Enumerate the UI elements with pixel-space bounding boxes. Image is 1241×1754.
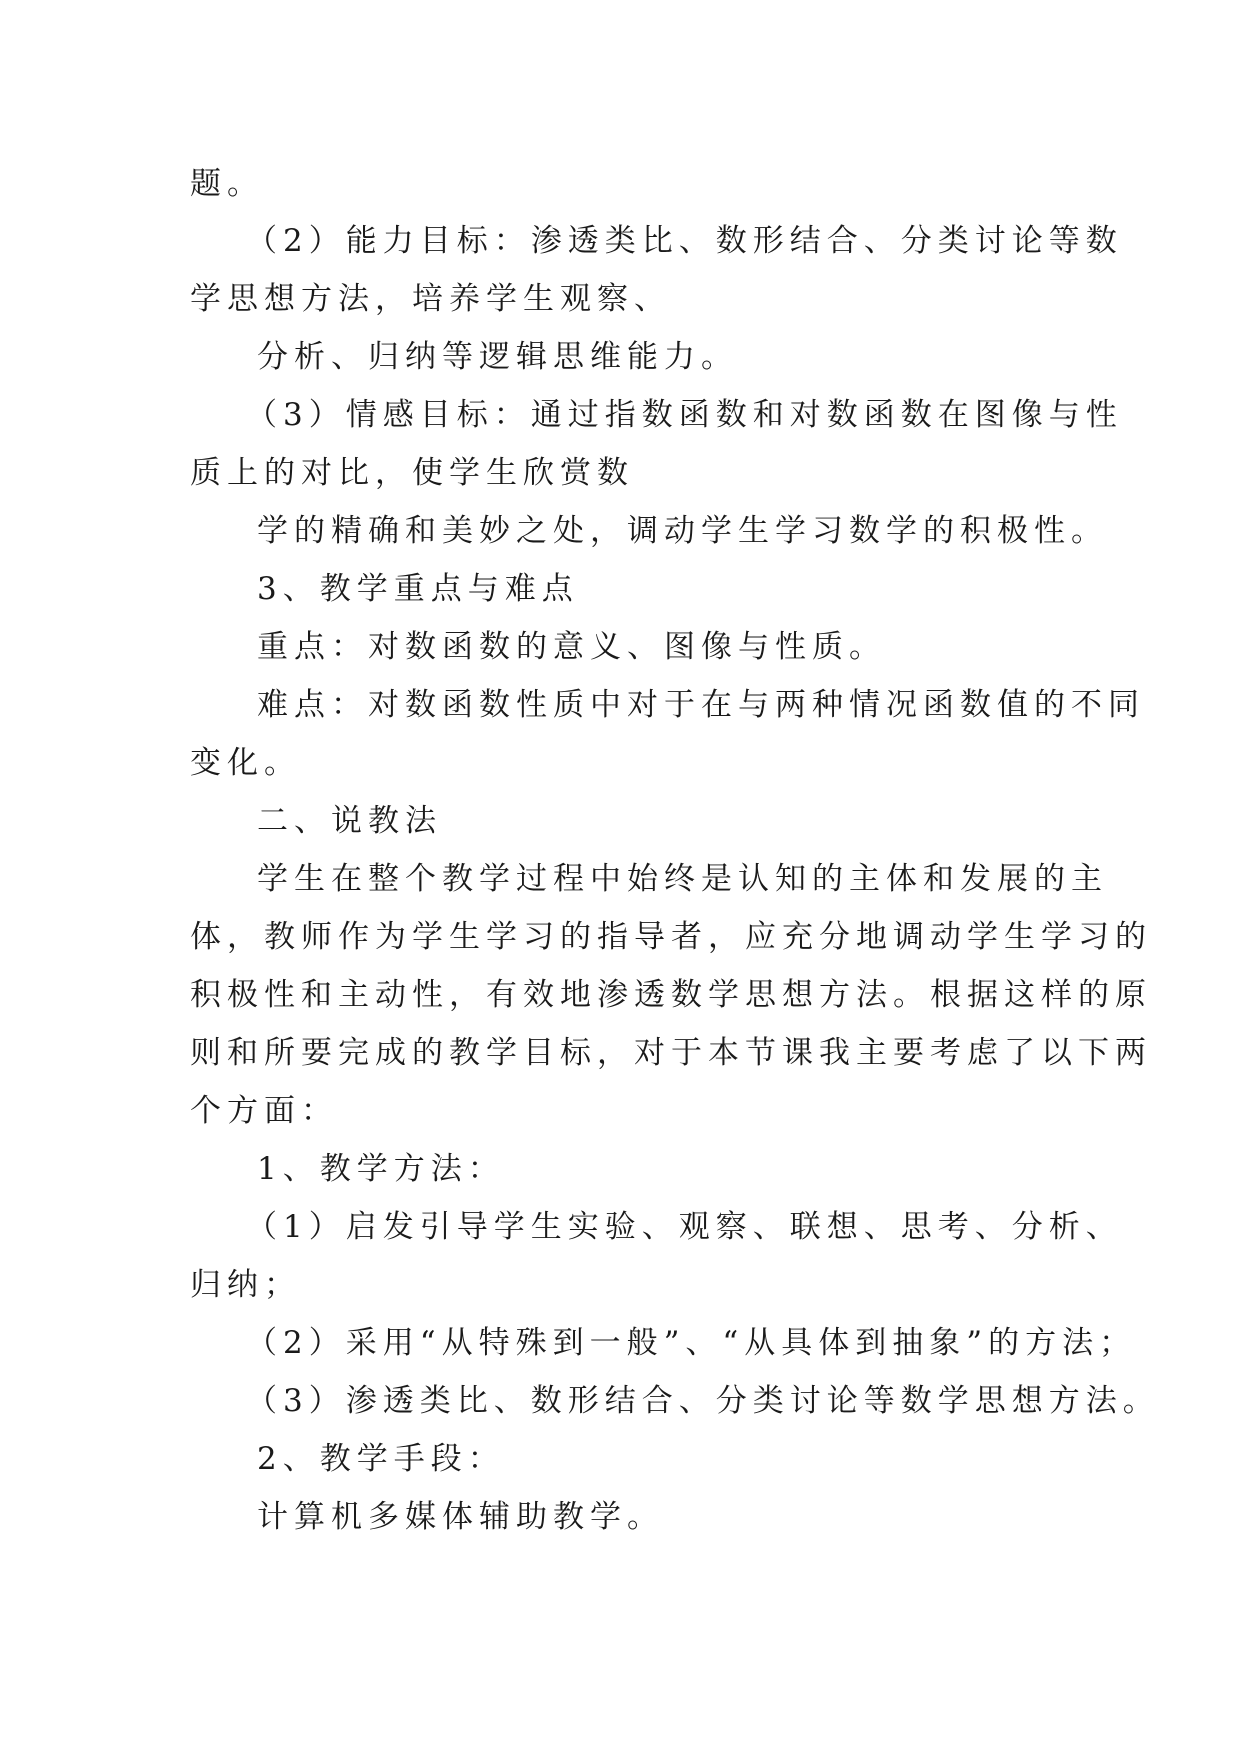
paragraph-line: 归纳；	[190, 1267, 301, 1303]
section-heading: 1、教学方法：	[257, 1151, 505, 1187]
list-item: （1）启发引导学生实验、观察、联想、思考、分析、	[246, 1209, 1123, 1245]
paragraph-line: 计算机多媒体辅助教学。	[257, 1499, 664, 1535]
section-heading: 3、教学重点与难点	[257, 571, 579, 607]
paragraph-line: 积极性和主动性，有效地渗透数学思想方法。根据这样的原	[190, 977, 1152, 1013]
paragraph-line: 学思想方法，培养学生观察、	[190, 281, 671, 317]
paragraph-line: 质上的对比，使学生欣赏数	[190, 455, 634, 491]
paragraph-line: 学生在整个教学过程中始终是认知的主体和发展的主	[257, 861, 1108, 897]
paragraph-line: 分析、归纳等逻辑思维能力。	[257, 339, 738, 375]
paragraph-line: （3）情感目标：通过指数函数和对数函数在图像与性	[246, 397, 1123, 433]
paragraph-line: 则和所要完成的教学目标，对于本节课我主要考虑了以下两	[190, 1035, 1152, 1071]
section-heading: 二、说教法	[257, 803, 442, 839]
list-item: （3）渗透类比、数形结合、分类讨论等数学思想方法。	[246, 1383, 1160, 1419]
paragraph-line: （2）能力目标：渗透类比、数形结合、分类讨论等数	[246, 223, 1123, 259]
paragraph-line: 个方面：	[190, 1093, 338, 1129]
paragraph-line: 学的精确和美妙之处，调动学生学习数学的积极性。	[257, 513, 1108, 549]
paragraph-line: 变化。	[190, 745, 301, 781]
section-heading: 2、教学手段：	[257, 1441, 505, 1477]
paragraph-line: 体，教师作为学生学习的指导者，应充分地调动学生学习的	[190, 919, 1152, 955]
list-item: （2）采用“从特殊到一般”、“从具体到抽象”的方法；	[246, 1325, 1137, 1361]
paragraph-line: 难点：对数函数性质中对于在与两种情况函数值的不同	[257, 687, 1145, 723]
paragraph-line: 重点：对数函数的意义、图像与性质。	[257, 629, 886, 665]
paragraph-line: 题。	[190, 166, 264, 202]
